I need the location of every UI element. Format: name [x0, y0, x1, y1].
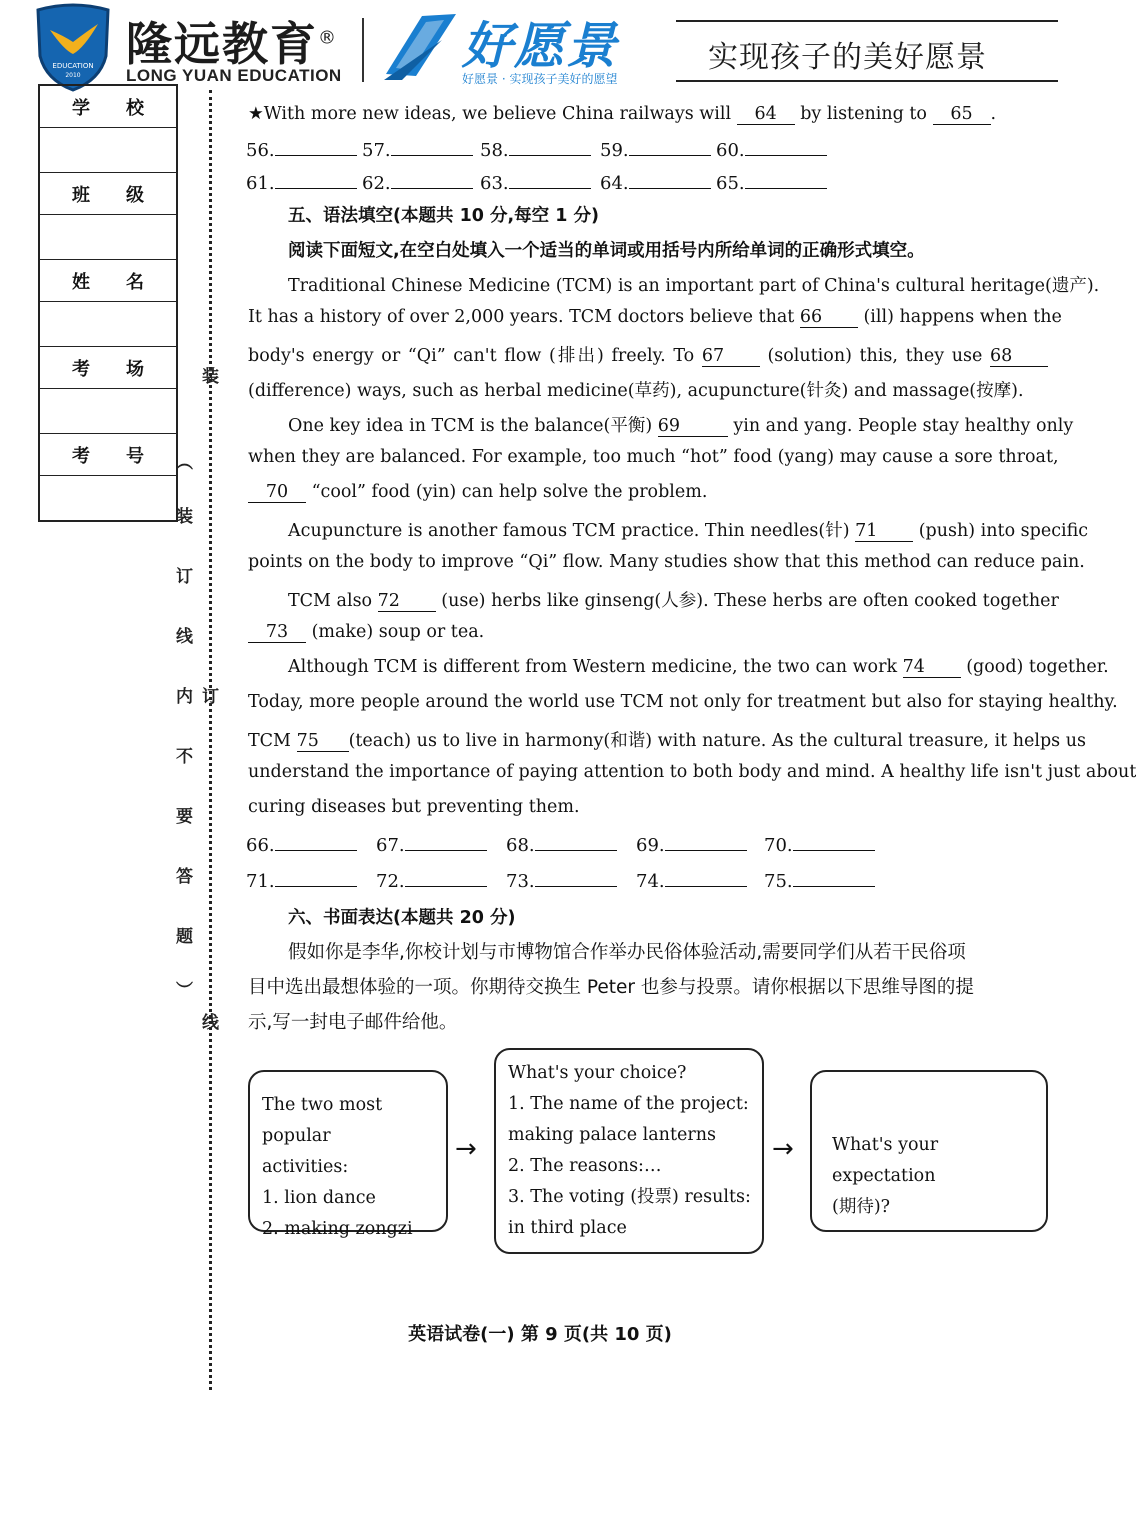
passage-line: understand the importance of paying attention to both body and mind. A healthy life isn't just about	[248, 762, 1136, 782]
field-class[interactable]	[40, 215, 176, 260]
blank-75: 75	[297, 731, 349, 752]
binding-yao: 要	[176, 807, 193, 827]
mindmap-text: The two most popular	[262, 1095, 383, 1146]
header-separator	[362, 18, 364, 82]
blank-64: 64	[737, 104, 795, 125]
label-school: 学 校	[40, 86, 176, 128]
writing-prompt-line: 假如你是李华,你校计划与市博物馆合作举办民俗体验活动,需要同学们从若干民俗项	[288, 942, 966, 963]
label-exam-room: 考 场	[40, 347, 176, 389]
star-icon: ★	[248, 104, 264, 124]
passage-line: Acupuncture is another famous TCM practice. Thin needles(针) 71 (push) into specific	[288, 521, 1089, 541]
shield-text-education: EDUCATION	[52, 62, 94, 70]
label-exam-number: 考 号	[40, 434, 176, 476]
binding-ti: 题	[176, 927, 193, 947]
passage-line: points on the body to improve “Qi” flow. Many studies show that this method can reduce pain.	[248, 552, 1085, 572]
mindmap-text: activities:	[262, 1157, 349, 1177]
arrow-right-icon: →	[455, 1134, 477, 1164]
answer-item[interactable]: 61.	[246, 170, 357, 194]
passage-line: when they are balanced. For example, too much “hot” food (yang) may cause a sore throat,	[248, 447, 1059, 467]
student-info-box	[38, 84, 178, 522]
mindmap-text: making palace lanterns	[508, 1125, 716, 1145]
answer-item[interactable]: 57.	[362, 137, 473, 161]
blank-69: 69	[658, 416, 728, 437]
binding-dotted-line	[209, 90, 212, 1390]
answer-item[interactable]: 65.	[716, 170, 827, 194]
label-class: 班 级	[40, 173, 176, 215]
answer-item[interactable]: 60.	[716, 137, 827, 161]
shield-text-year: 2010	[65, 72, 81, 79]
section5-instruction: 阅读下面短文,在空白处填入一个适当的单词或用括号内所给单词的正确形式填空。	[288, 241, 925, 261]
binding-ding-1: 订	[176, 567, 193, 587]
blank-66: 66	[800, 307, 858, 328]
blank-74: 74	[903, 657, 961, 678]
mindmap-text: 1. The name of the project:	[508, 1094, 749, 1114]
blank-72: 72	[378, 591, 436, 612]
haoyuanjing-title: 好愿景	[462, 17, 618, 75]
answer-item[interactable]: 62.	[362, 170, 473, 194]
passage-line: Today, more people around the world use TCM not only for treatment but also for staying healthy.	[248, 692, 1118, 712]
mindmap-box-activities	[248, 1070, 448, 1239]
passage-line: TCM 75 (teach) us to live in harmony(和谐) with nature. As the cultural treasure, it helps us	[248, 731, 1086, 751]
mindmap-box-choice	[494, 1048, 764, 1254]
haoyuanjing-subtitle: 好愿景 · 实现孩子美好的愿望	[462, 72, 618, 86]
blank-71: 71	[855, 521, 913, 542]
binding-zhuang-1: 装	[202, 367, 219, 387]
longyuan-shield-logo	[34, 4, 112, 92]
mindmap-text: 2. making zongzi	[262, 1219, 413, 1239]
binding-ding-2: 订	[202, 687, 219, 707]
passage-line: Although TCM is different from Western medicine, the two can work 74 (good) together.	[288, 657, 1109, 677]
answer-item[interactable]: 70.	[764, 832, 875, 856]
answer-item[interactable]: 75.	[764, 868, 875, 892]
passage-line: One key idea in TCM is the balance(平衡) 69 yin and yang. People stay healthy only	[288, 416, 1074, 436]
field-exam-room[interactable]	[40, 389, 176, 434]
summary-sentence: ★With more new ideas, we believe China railways will 64 by listening to 65 .	[248, 104, 997, 124]
answer-row-56-60	[246, 137, 1046, 161]
passage-line: 73 (make) soup or tea.	[248, 622, 484, 643]
passage-line: curing diseases but preventing them.	[248, 797, 580, 817]
mindmap-text: 2. The reasons:…	[508, 1156, 662, 1176]
brand-name-cn: 隆远教育®	[126, 17, 338, 71]
binding-paren-close: ︶	[176, 981, 193, 1001]
passage-line: body's energy or “Qi” can't flow (排出) freely. To 67 (solution) this, they use 68	[248, 342, 1048, 367]
blank-73: 73	[248, 622, 306, 643]
binding-paren-open: ︵	[176, 453, 193, 473]
field-exam-number[interactable]	[40, 476, 176, 520]
passage-line: (difference) ways, such as herbal medicine(草药), acupuncture(针灸) and massage(按摩).	[248, 381, 1024, 401]
registered-mark: ®	[318, 27, 338, 49]
binding-da: 答	[176, 867, 193, 887]
arrow-right-icon: →	[772, 1134, 794, 1164]
binding-zhuang-2: 装	[176, 507, 193, 527]
blank-68: 68	[990, 346, 1048, 367]
answer-item[interactable]: 56.	[246, 137, 357, 161]
answer-item[interactable]: 71.	[246, 868, 357, 892]
answer-item[interactable]: 69.	[636, 832, 747, 856]
section5-title: 五、语法填空(本题共 10 分,每空 1 分)	[288, 206, 600, 226]
answer-item[interactable]: 68.	[506, 832, 617, 856]
passage-line: Traditional Chinese Medicine (TCM) is an important part of China's cultural heritage(遗产).	[288, 276, 1100, 296]
answer-row-66-70	[246, 832, 1046, 856]
binding-nei: 内	[176, 687, 193, 707]
passage-line: 70 “cool” food (yin) can help solve the problem.	[248, 482, 707, 503]
answer-item[interactable]: 66.	[246, 832, 357, 856]
answer-item[interactable]: 59.	[600, 137, 711, 161]
binding-xian-1: 线	[176, 627, 193, 647]
haoyuanjing-vision-logo	[382, 10, 460, 82]
binding-bu: 不	[176, 747, 193, 767]
label-name: 姓 名	[40, 260, 176, 302]
mindmap-box-expectation	[810, 1070, 1048, 1232]
answer-item[interactable]: 72.	[376, 868, 487, 892]
field-name[interactable]	[40, 302, 176, 347]
mindmap-text: 3. The voting (投票) results:	[508, 1187, 751, 1207]
answer-item[interactable]: 74.	[636, 868, 747, 892]
slogan-banner	[676, 20, 1058, 82]
brand-name-en: LONG YUAN EDUCATION	[126, 66, 342, 85]
answer-item[interactable]: 67.	[376, 832, 487, 856]
mindmap-text: What's your choice?	[508, 1063, 687, 1083]
blank-70: 70	[248, 482, 306, 503]
mindmap-text: (期待)?	[832, 1197, 891, 1217]
binding-xian-2: 线	[202, 1013, 219, 1033]
blank-65: 65	[933, 104, 991, 125]
section6-title: 六、书面表达(本题共 20 分)	[288, 908, 516, 928]
mindmap-text: 1. lion dance	[262, 1188, 376, 1208]
page-footer: 英语试卷(一) 第 9 页(共 10 页)	[408, 1324, 672, 1345]
answer-row-71-75	[246, 868, 1046, 892]
field-school[interactable]	[40, 128, 176, 173]
mindmap-text: What's your expectation	[832, 1135, 939, 1186]
writing-prompt-line: 示,写一封电子邮件给他。	[248, 1012, 458, 1033]
passage-line: It has a history of over 2,000 years. TCM doctors believe that 66 (ill) happens when the	[248, 307, 1062, 327]
answer-item[interactable]: 58.	[480, 137, 591, 161]
mindmap-text: in third place	[508, 1218, 627, 1238]
answer-item[interactable]: 63.	[480, 170, 591, 194]
answer-item[interactable]: 64.	[600, 170, 711, 194]
passage-line: TCM also 72 (use) herbs like ginseng(人参). These herbs are often cooked together	[288, 591, 1059, 611]
answer-row-61-65	[246, 170, 1046, 194]
blank-67: 67	[702, 346, 760, 367]
slogan-text: 实现孩子的美好愿景	[708, 40, 987, 75]
answer-item[interactable]: 73.	[506, 868, 617, 892]
writing-prompt-line: 目中选出最想体验的一项。你期待交换生 Peter 也参与投票。请你根据以下思维导图的提	[248, 977, 974, 998]
